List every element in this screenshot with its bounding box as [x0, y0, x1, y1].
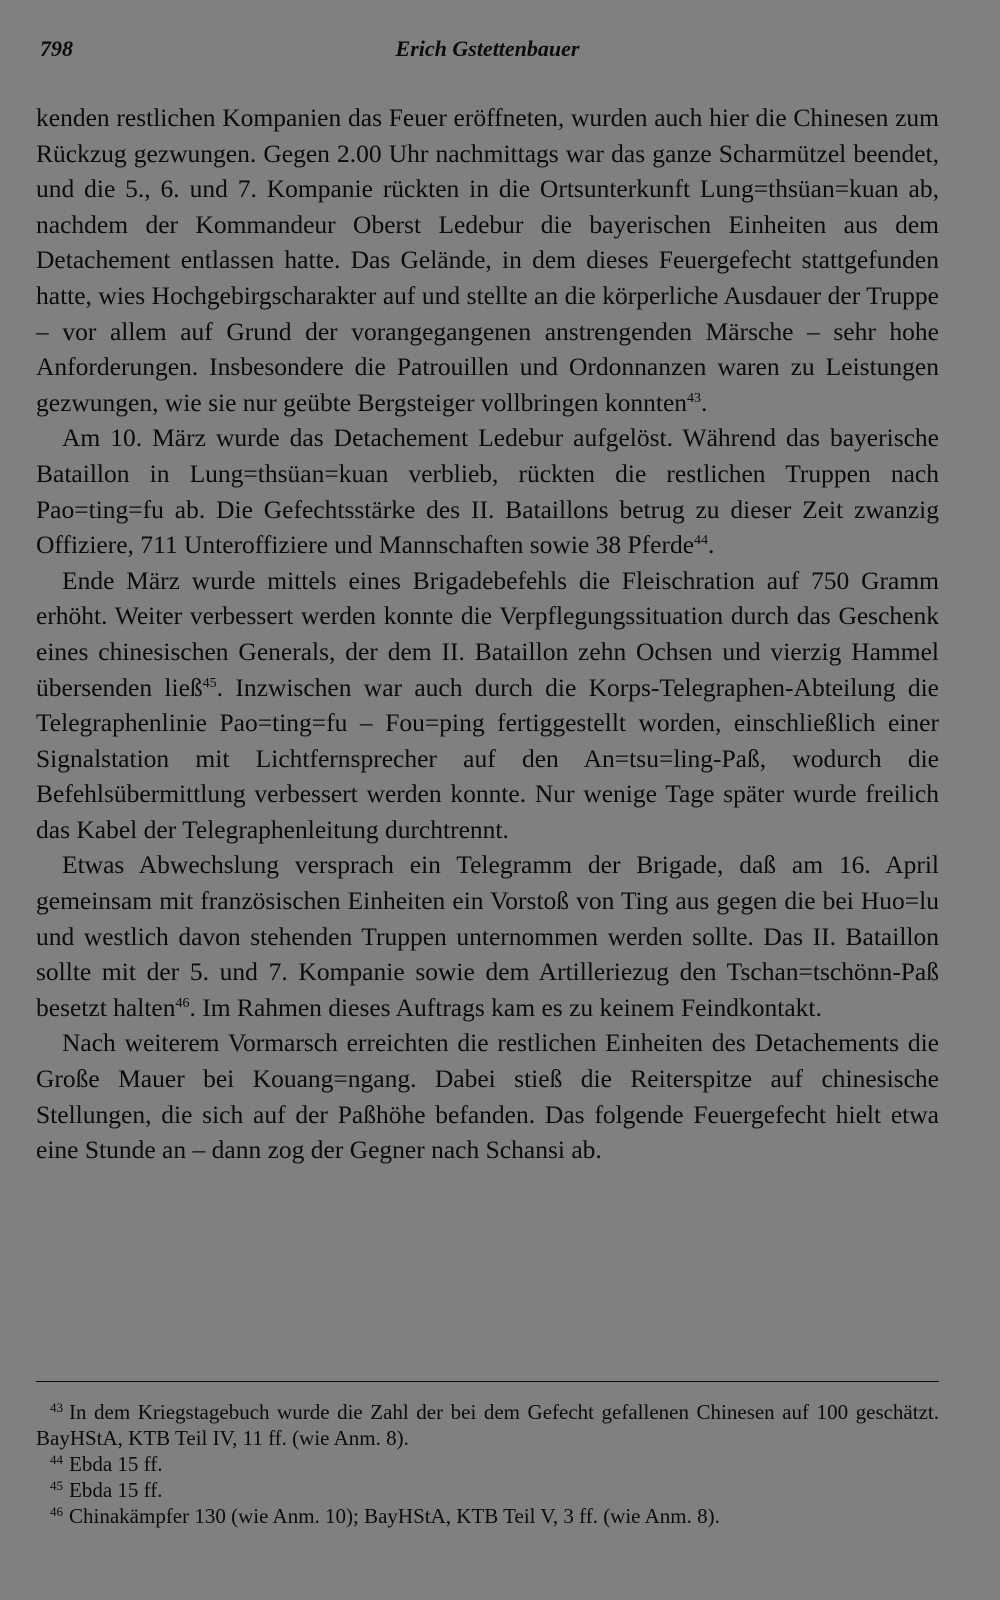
paragraph-text: Etwas Abwechslung versprach ein Telegramm der Brigade, daß am 16. April gemeinsam mit französischen Einheiten ein Vorstoß von Ting aus gegen die bei Huo=lu und westlich davon stehenden Truppen unternommen werden sollte. Das II. Bataillon sollte mit der 5. und 7. Kompanie sowie dem Artilleriezug den Tschan=tschönn-Paß besetzt halten	[36, 850, 939, 1022]
footnote	[36, 1503, 939, 1529]
paragraph	[36, 100, 939, 420]
footnote-marker: 45	[50, 1478, 63, 1493]
footnote-marker: 44	[50, 1452, 63, 1467]
paragraph	[36, 420, 939, 562]
footnote-text: Ebda 15 ff.	[69, 1452, 163, 1476]
footnote-reference[interactable]: 44	[694, 533, 709, 549]
paragraph	[36, 1025, 939, 1167]
paragraph	[36, 847, 939, 1025]
footnote-text: In dem Kriegstagebuch wurde die Zahl der bei dem Gefecht gefallenen Chinesen auf 100 geschätzt. BayHStA, KTB Teil IV, 11 ff. (wie Anm. 8).	[36, 1400, 939, 1450]
footnote	[36, 1399, 939, 1451]
main-text	[36, 100, 939, 1168]
footnote-divider	[36, 1381, 939, 1382]
paragraph-text: Am 10. März wurde das Detachement Ledebur aufgelöst. Während das bayerische Bataillon in Lung=thsüan=kuan verblieb, rückten die restlichen Truppen nach Pao=ting=fu ab. Die Gefechtsstärke des II. Bataillons betrug zu dieser Zeit zwanzig Offiziere, 711 Unteroffiziere und Mannschaften sowie 38 Pferde	[36, 423, 939, 560]
paragraph-text: kenden restlichen Kompanien das Feuer eröffneten, wurden auch hier die Chinesen zum Rückzug gezwungen. Gegen 2.00 Uhr nachmittags war das ganze Scharmützel beendet, und die 5., 6. und 7. Kompanie rückten in die Ortsunterkunft Lung=thsüan=kuan ab, nachdem der Kommandeur Oberst Ledebur die bayerischen Einheiten aus dem Detachement entlassen hatte. Das Gelände, in dem dieses Feuergefecht stattgefunden hatte, wies Hochgebirgscharakter auf und stellte an die körperliche Ausdauer der Truppe – vor allem auf Grund der vorangegangenen anstrengenden Märsche – sehr hohe Anforderungen. Insbesondere die Patrouillen und Ordonnanzen waren zu Leistungen gezwungen, wie sie nur geübte Bergsteiger vollbringen konnten	[36, 103, 939, 417]
page-number: 798	[40, 36, 73, 61]
footnote	[36, 1477, 939, 1503]
paragraph-tail: . Im Rahmen dieses Auftrags kam es zu keinem Feindkontakt.	[189, 992, 822, 1022]
running-title: Erich Gstettenbauer	[395, 36, 580, 61]
footnote	[36, 1451, 939, 1477]
paragraph-text: Nach weiterem Vormarsch erreichten die restlichen Einheiten des Detachements die Große Mauer bei Kouang=ngang. Dabei stieß die Reiterspitze auf chinesische Stellungen, die sich auf der Paßhöhe befanden. Das folgende Feuergefecht hielt etwa eine Stunde an – dann zog der Gegner nach Schansi ab.	[36, 1028, 939, 1165]
paragraph-tail: .	[701, 387, 708, 417]
footnote-text: Ebda 15 ff.	[69, 1478, 163, 1502]
paragraph	[36, 563, 939, 848]
footnote-text: Chinakämpfer 130 (wie Anm. 10); BayHStA, KTB Teil V, 3 ff. (wie Anm. 8).	[69, 1504, 720, 1528]
running-head	[36, 36, 939, 68]
footnote-reference[interactable]: 43	[687, 390, 702, 406]
footnote-reference[interactable]: 46	[175, 995, 190, 1011]
paragraph-tail: . Inzwischen war auch durch die Korps-Telegraphen-Abteilung die Telegraphenlinie Pao=ting=fu – Fou=ping fertiggestellt worden, einschließlich einer Signalstation mit Lichtfernsprecher auf den An=tsu=ling-Paß, wodurch die Befehlsübermittlung verbessert werden konnte. Nur wenige Tage später wurde freilich das Kabel der Telegraphenleitung durchtrennt.	[36, 672, 939, 844]
paragraph-text: Ende März wurde mittels eines Brigadebefehls die Fleischration auf 750 Gramm erhöht. Weiter verbessert werden konnte die Verpflegungssituation durch das Geschenk eines chinesischen Generals, der dem II. Bataillon zehn Ochsen und vierzig Hammel übersenden ließ	[36, 565, 939, 702]
book-page	[36, 0, 939, 1600]
footnote-marker: 46	[50, 1504, 63, 1519]
footnote-reference[interactable]: 45	[202, 675, 217, 691]
footnotes	[36, 1399, 939, 1529]
footnote-marker: 43	[50, 1400, 63, 1415]
paragraph-tail: .	[708, 530, 715, 560]
